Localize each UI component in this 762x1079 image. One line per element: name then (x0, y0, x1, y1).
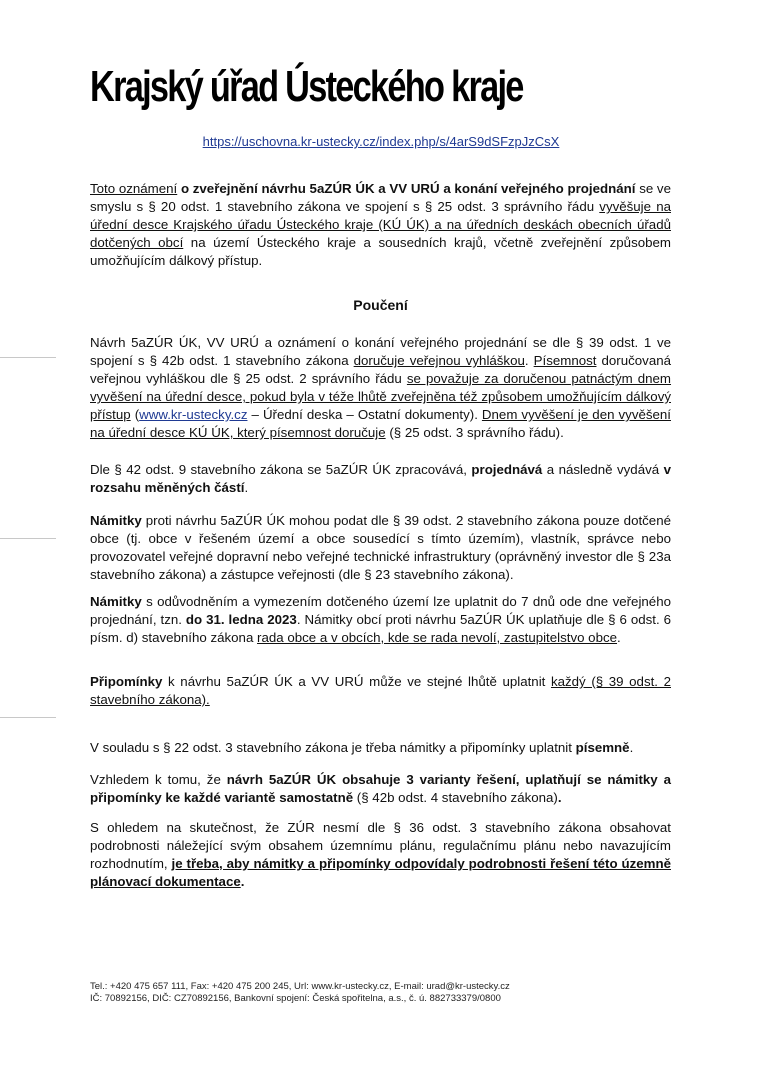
paragraph-detail (90, 819, 671, 891)
text: písemně (575, 740, 630, 755)
text: Dle § 42 odst. 9 stavebního zákona se 5aZÚR ÚK zpracovává, (90, 462, 472, 477)
text: S ohledem na skutečnost, že ZÚR nesmí dle § 36 odst. 3 stavebního zákona obsahovat podrobnosti náležející svým obsahem územnímu plánu, regulačnímu plánu nebo navazujícím rozhodnutím, (90, 820, 671, 871)
footer-contact: Tel.: +420 475 657 111, Fax: +420 475 200 245, Url: www.kr-ustecky.cz, E-mail: urad@kr-ustecky.cz (90, 981, 510, 992)
margin-rule (0, 357, 56, 358)
text: rada obce a v obcích, kde se rada nevolí, zastupitelstvo obce (257, 630, 618, 645)
text: Dnem vyvěšení je den vyvěšení na úřední desce KÚ ÚK, který písemnost doručuje (90, 407, 671, 440)
paragraph-deadline (90, 593, 671, 647)
text: se považuje za doručenou patnáctým dnem vyvěšení na úřední desce, pokud byla v téže lhůtě zveřejněna též způsobem umožňujícím dálkový přístup (90, 371, 672, 422)
text: doručovaná veřejnou vyhláškou dle § 25 odst. 2 správního řádu (90, 353, 672, 386)
paragraph-objections (90, 512, 671, 584)
text: je třeba, aby námitky a připomínky odpovídaly podrobnosti řešení této územně plánovací dokumentace (90, 856, 671, 889)
website-link[interactable]: www.kr-ustecky.cz (139, 407, 248, 422)
text: Písemnost (533, 353, 597, 368)
office-title: Krajský úřad Ústeckého kraje (90, 62, 523, 111)
paragraph-delivery (90, 334, 671, 442)
download-link[interactable]: https://uschovna.kr-ustecky.cz/index.php/s/4arS9dSFzpJzCsX (202, 134, 560, 149)
text: . (244, 480, 249, 495)
text: . (240, 874, 245, 889)
text: proti návrhu 5aZÚR ÚK mohou podat dle § 39 odst. 2 stavebního zákona pouze dotčené obce (tj. obce v řešeném území a obce sousedící s tímto územím), vlastník, správce nebo provozovatel veřejné dopravní nebo veřejné technické infrastruktury (oprávněný investor dle § 23a stavebního zákona) a zástupce veřejnosti (dle § 23 stavebního zákona). (90, 513, 671, 582)
text: projednává (471, 462, 543, 477)
text: . Námitky obcí proti návrhu 5aZÚR ÚK uplatňuje dle § 6 odst. 6 písm. d) stavebního zákona (90, 612, 671, 645)
text: (§ 25 odst. 3 správního řádu). (385, 425, 564, 440)
text: do 31. ledna 2023 (185, 612, 297, 627)
intro-text: se ve smyslu s § 20 odst. 1 stavebního zákona ve spojení s § 25 odst. 3 správního řádu (90, 181, 671, 214)
intro-text: o zveřejnění návrhu 5aZÚR ÚK a VV URÚ a konání veřejného projednání (177, 181, 636, 196)
paragraph-comments (90, 673, 671, 709)
text: . (617, 630, 621, 645)
text: Vzhledem k tomu, že (90, 772, 227, 787)
margin-rule (0, 717, 56, 718)
paragraph-written (90, 739, 671, 757)
text: ( (130, 407, 140, 422)
text: – Úřední deska – Ostatní dokumenty). (247, 407, 482, 422)
intro-paragraph (90, 180, 671, 270)
text: k návrhu 5aZÚR ÚK a VV URÚ může ve stejné lhůtě uplatnit (162, 674, 551, 689)
margin-rule (0, 538, 56, 539)
text: Návrh 5aZÚR ÚK, VV URÚ a oznámení o konání veřejného projednání se dle § 39 odst. 1 ve spojení s § 42b odst. 1 stavebního zákona (90, 335, 671, 368)
text: . (629, 740, 634, 755)
intro-text: vyvěšuje na úřední desce Krajského úřadu Ústeckého kraje (KÚ ÚK) a na úředních deskách obecních úřadů dotčených obcí (90, 199, 671, 250)
footer (90, 981, 510, 1005)
intro-text: Toto oznámení (90, 181, 178, 196)
text: s odůvodněním a vymezením dotčeného území lze uplatnit do 7 dnů ode dne veřejného projednání, tzn. (90, 594, 671, 627)
text: Připomínky (90, 674, 163, 689)
text: a následně vydává (542, 462, 664, 477)
text: návrh 5aZÚR ÚK obsahuje 3 varianty řešení, uplatňují se námitky a připomínky ke každé variantě samostatně (90, 772, 671, 805)
text: každý (§ 39 odst. 2 stavebního zákona). (90, 674, 671, 707)
text: . (557, 790, 562, 805)
section-heading: Poučení (353, 297, 408, 313)
text: Námitky (90, 513, 142, 528)
text: . (524, 353, 534, 368)
text: v rozsahu měněných částí (90, 462, 671, 495)
text: (§ 42b odst. 4 stavebního zákona) (353, 790, 558, 805)
intro-text: na území Ústeckého kraje a sousedních krajů, včetně zveřejnění způsobem umožňujícím dálkový přístup. (90, 235, 671, 268)
paragraph-procedure (90, 461, 671, 497)
text: V souladu s § 22 odst. 3 stavebního zákona je třeba námitky a připomínky uplatnit (90, 740, 576, 755)
text: doručuje veřejnou vyhláškou (353, 353, 525, 368)
footer-bank: IČ: 70892156, DIČ: CZ70892156, Bankovní spojení: Česká spořitelna, a.s., č. ú. 882733379/0800 (90, 993, 501, 1004)
text: Námitky (90, 594, 142, 609)
paragraph-variants (90, 771, 671, 807)
